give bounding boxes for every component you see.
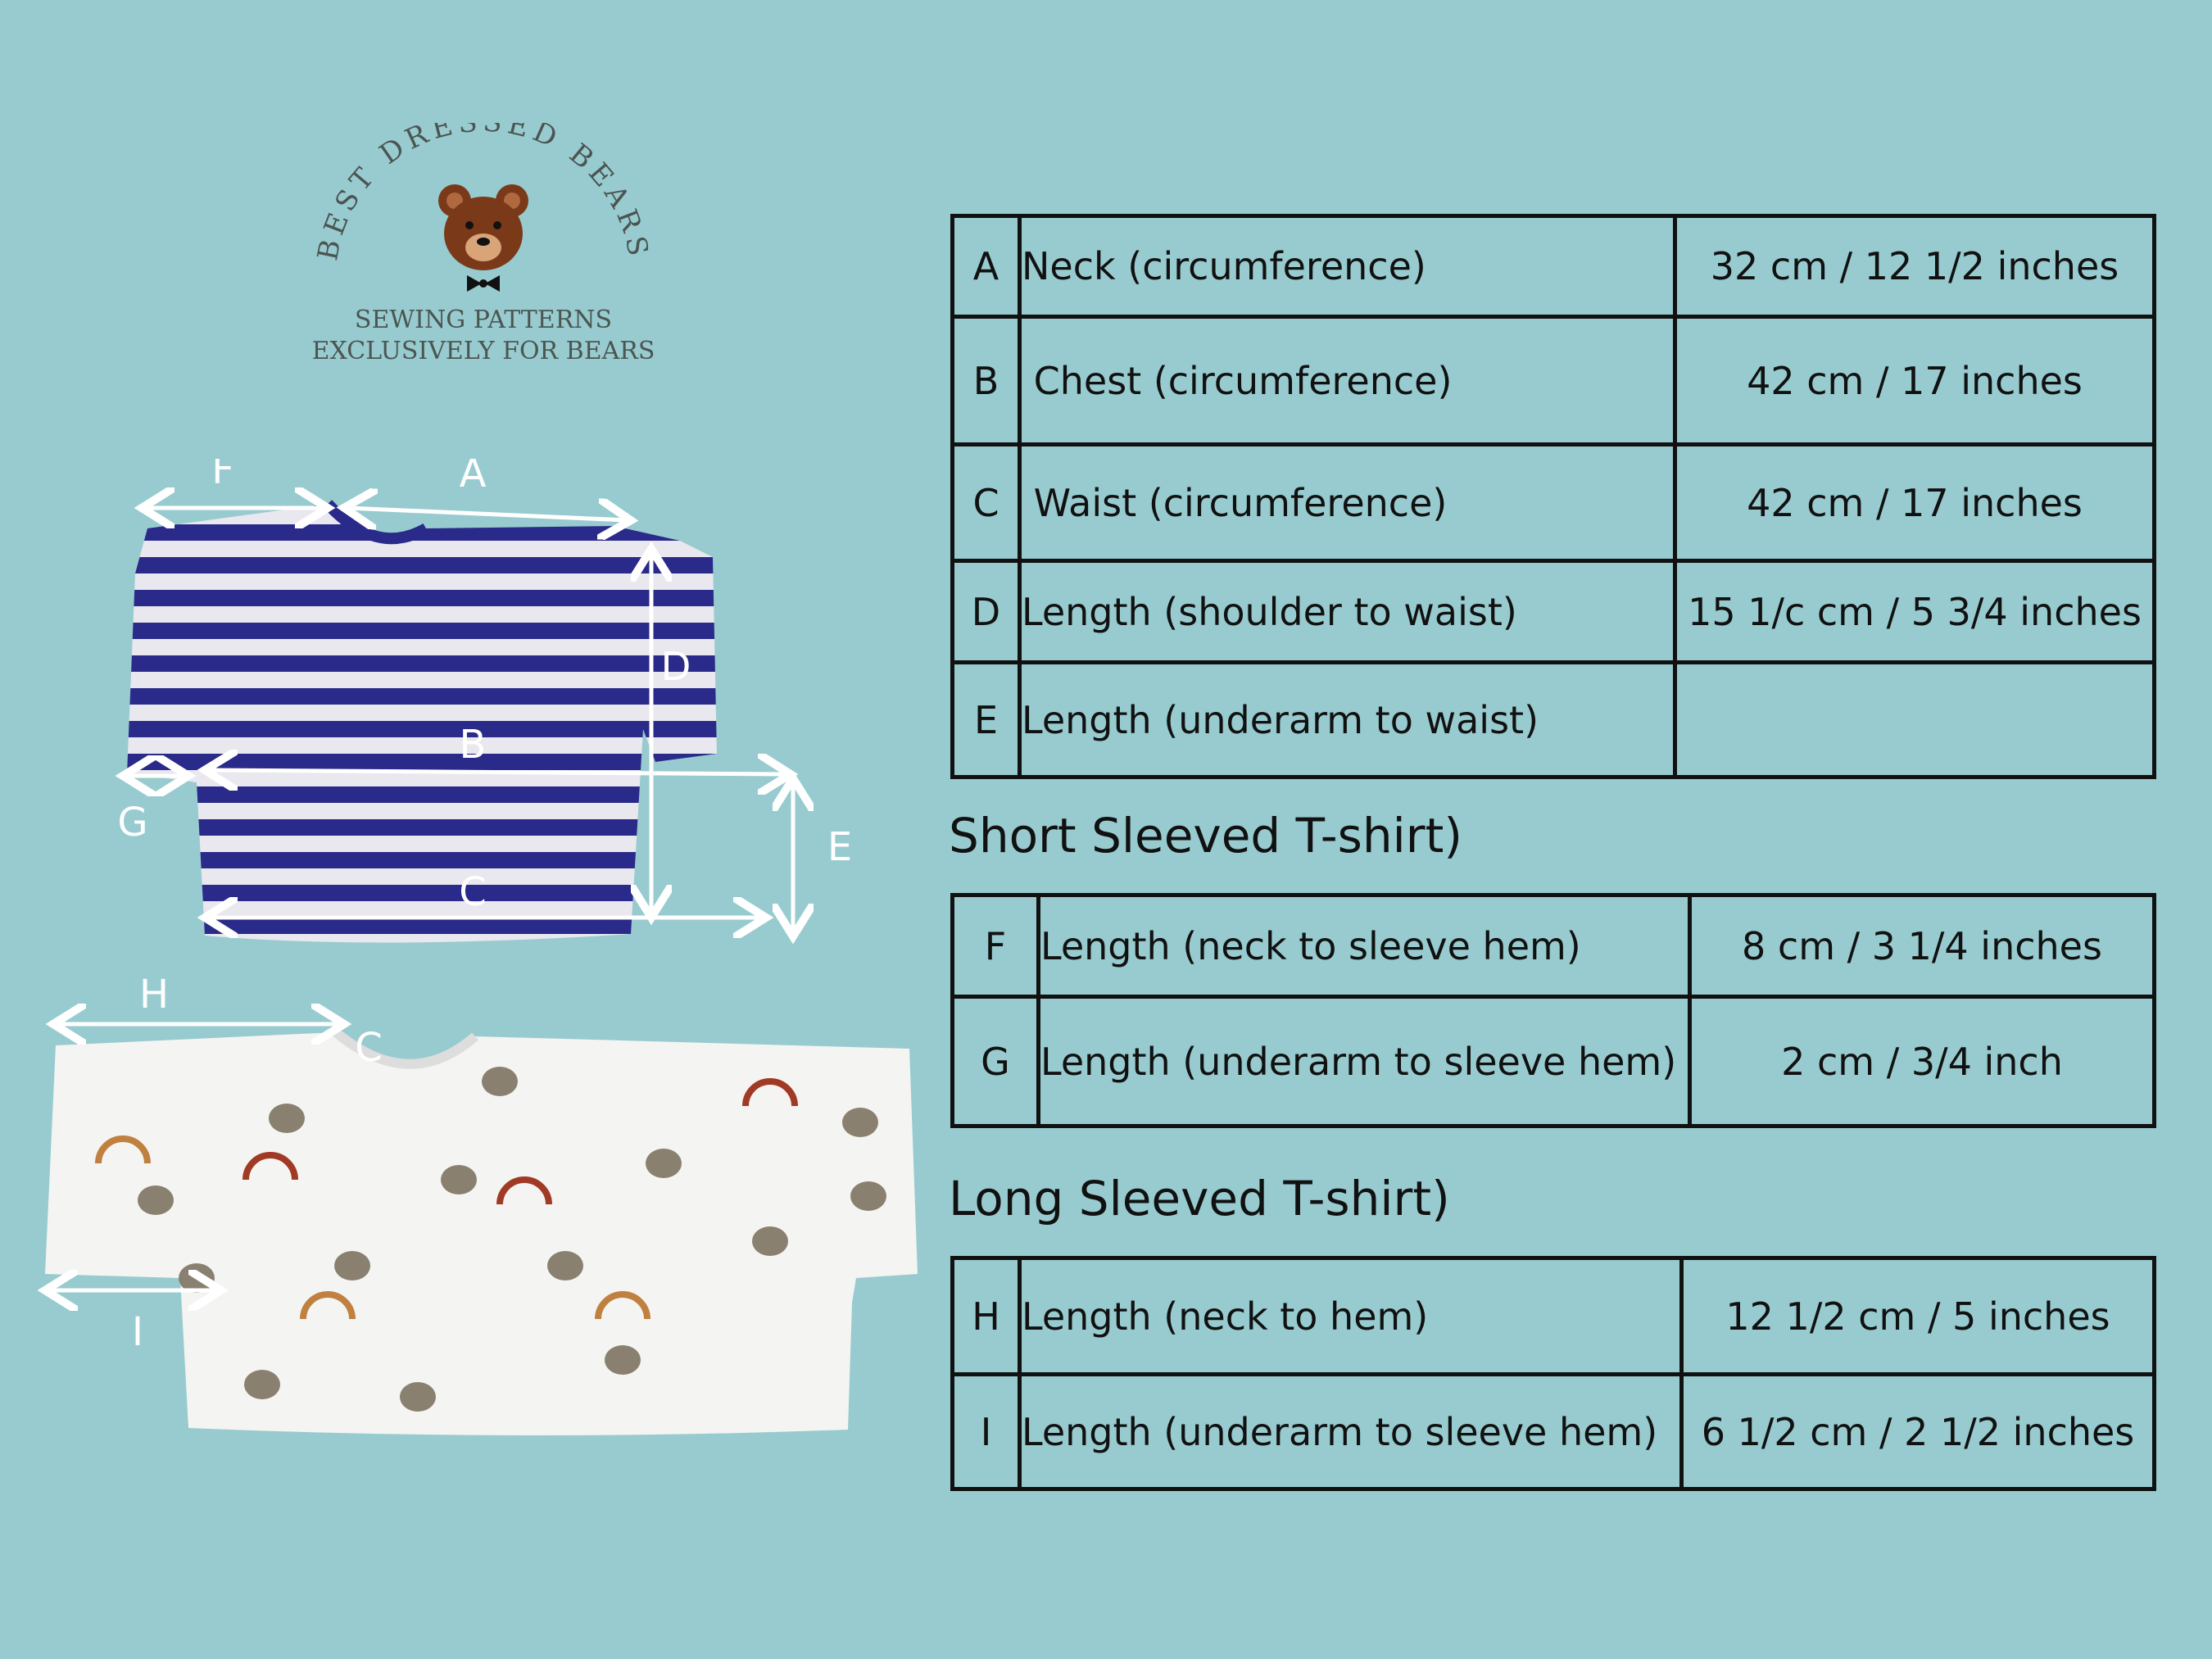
photo-label-c2: C [355,1025,383,1071]
short-sleeved-table [950,893,2156,1128]
photo-label-g: G [117,800,148,845]
row-value: 6 1/2 cm / 2 1/2 inches [1682,1375,2155,1489]
tagline-line-1: SEWING PATTERNS [354,306,613,334]
row-letter: F [953,895,1039,997]
table-row [953,895,2155,997]
row-value: 42 cm / 17 inches [1675,317,2155,445]
photo-label-a: A [459,459,487,496]
table-row [953,445,2155,561]
table-row [953,561,2155,663]
row-letter: D [953,561,1020,663]
row-label: Neck (circumference) [1020,216,1675,317]
row-letter: C [953,445,1020,561]
photo-label-d: D [660,644,691,690]
table-row [953,1375,2155,1489]
row-value: 12 1/2 cm / 5 inches [1682,1258,2155,1375]
arrow-a [348,508,627,520]
long-sleeved-heading: Long Sleeved T-shirt) [949,1171,1450,1226]
long-sleeved-table [950,1256,2156,1491]
photo-label-h: H [138,972,170,1018]
table-row [953,663,2155,777]
row-letter: B [953,317,1020,445]
row-label: Length (shoulder to waist) [1020,561,1675,663]
table-row [953,1258,2155,1375]
row-label: Waist (circumference) [1020,445,1675,561]
row-label: Length (neck to sleeve hem) [1039,895,1690,997]
tshirt-photos [33,459,926,1458]
row-letter: A [953,216,1020,317]
row-letter: H [953,1258,1020,1375]
row-letter: I [953,1375,1020,1489]
brand-arc-text: BEST DRE ED BEARS [311,123,655,264]
general-measurements-table [950,214,2156,779]
row-value: 15 1/c cm / 5 3/4 inches [1675,561,2155,663]
tagline-line-2: EXCLUSIVELY FOR BEARS [311,337,655,365]
row-label: Chest (circumference) [1020,317,1675,445]
table-row [953,216,2155,317]
row-letter: G [953,997,1039,1126]
photo-label-c: C [459,869,487,915]
row-value [1675,663,2155,777]
row-label: Length (underarm to sleeve hem) [1039,997,1690,1126]
brand-tagline [303,305,664,367]
row-label: Length (underarm to sleeve hem) [1020,1375,1682,1489]
photo-label-e: E [827,824,853,870]
row-letter: E [953,663,1020,777]
tshirt-illustration [33,459,926,1458]
row-value: 42 cm / 17 inches [1675,445,2155,561]
bunny-print-tshirt [45,1032,918,1435]
short-sleeved-heading: Short Sleeved T-shirt) [949,808,1462,863]
row-label: Length (underarm to waist) [1020,663,1675,777]
row-value: 2 cm / 3/4 inch [1690,997,2155,1126]
photo-label-i: I [131,1309,144,1355]
row-label: Length (neck to hem) [1020,1258,1682,1375]
table-row [953,317,2155,445]
photo-label-f: F [211,459,234,493]
row-value: 8 cm / 3 1/4 inches [1690,895,2155,997]
striped-tshirt [127,504,717,943]
table-row [953,997,2155,1126]
photo-label-b: B [459,722,487,768]
row-value: 32 cm / 12 1/2 inches [1675,216,2155,317]
